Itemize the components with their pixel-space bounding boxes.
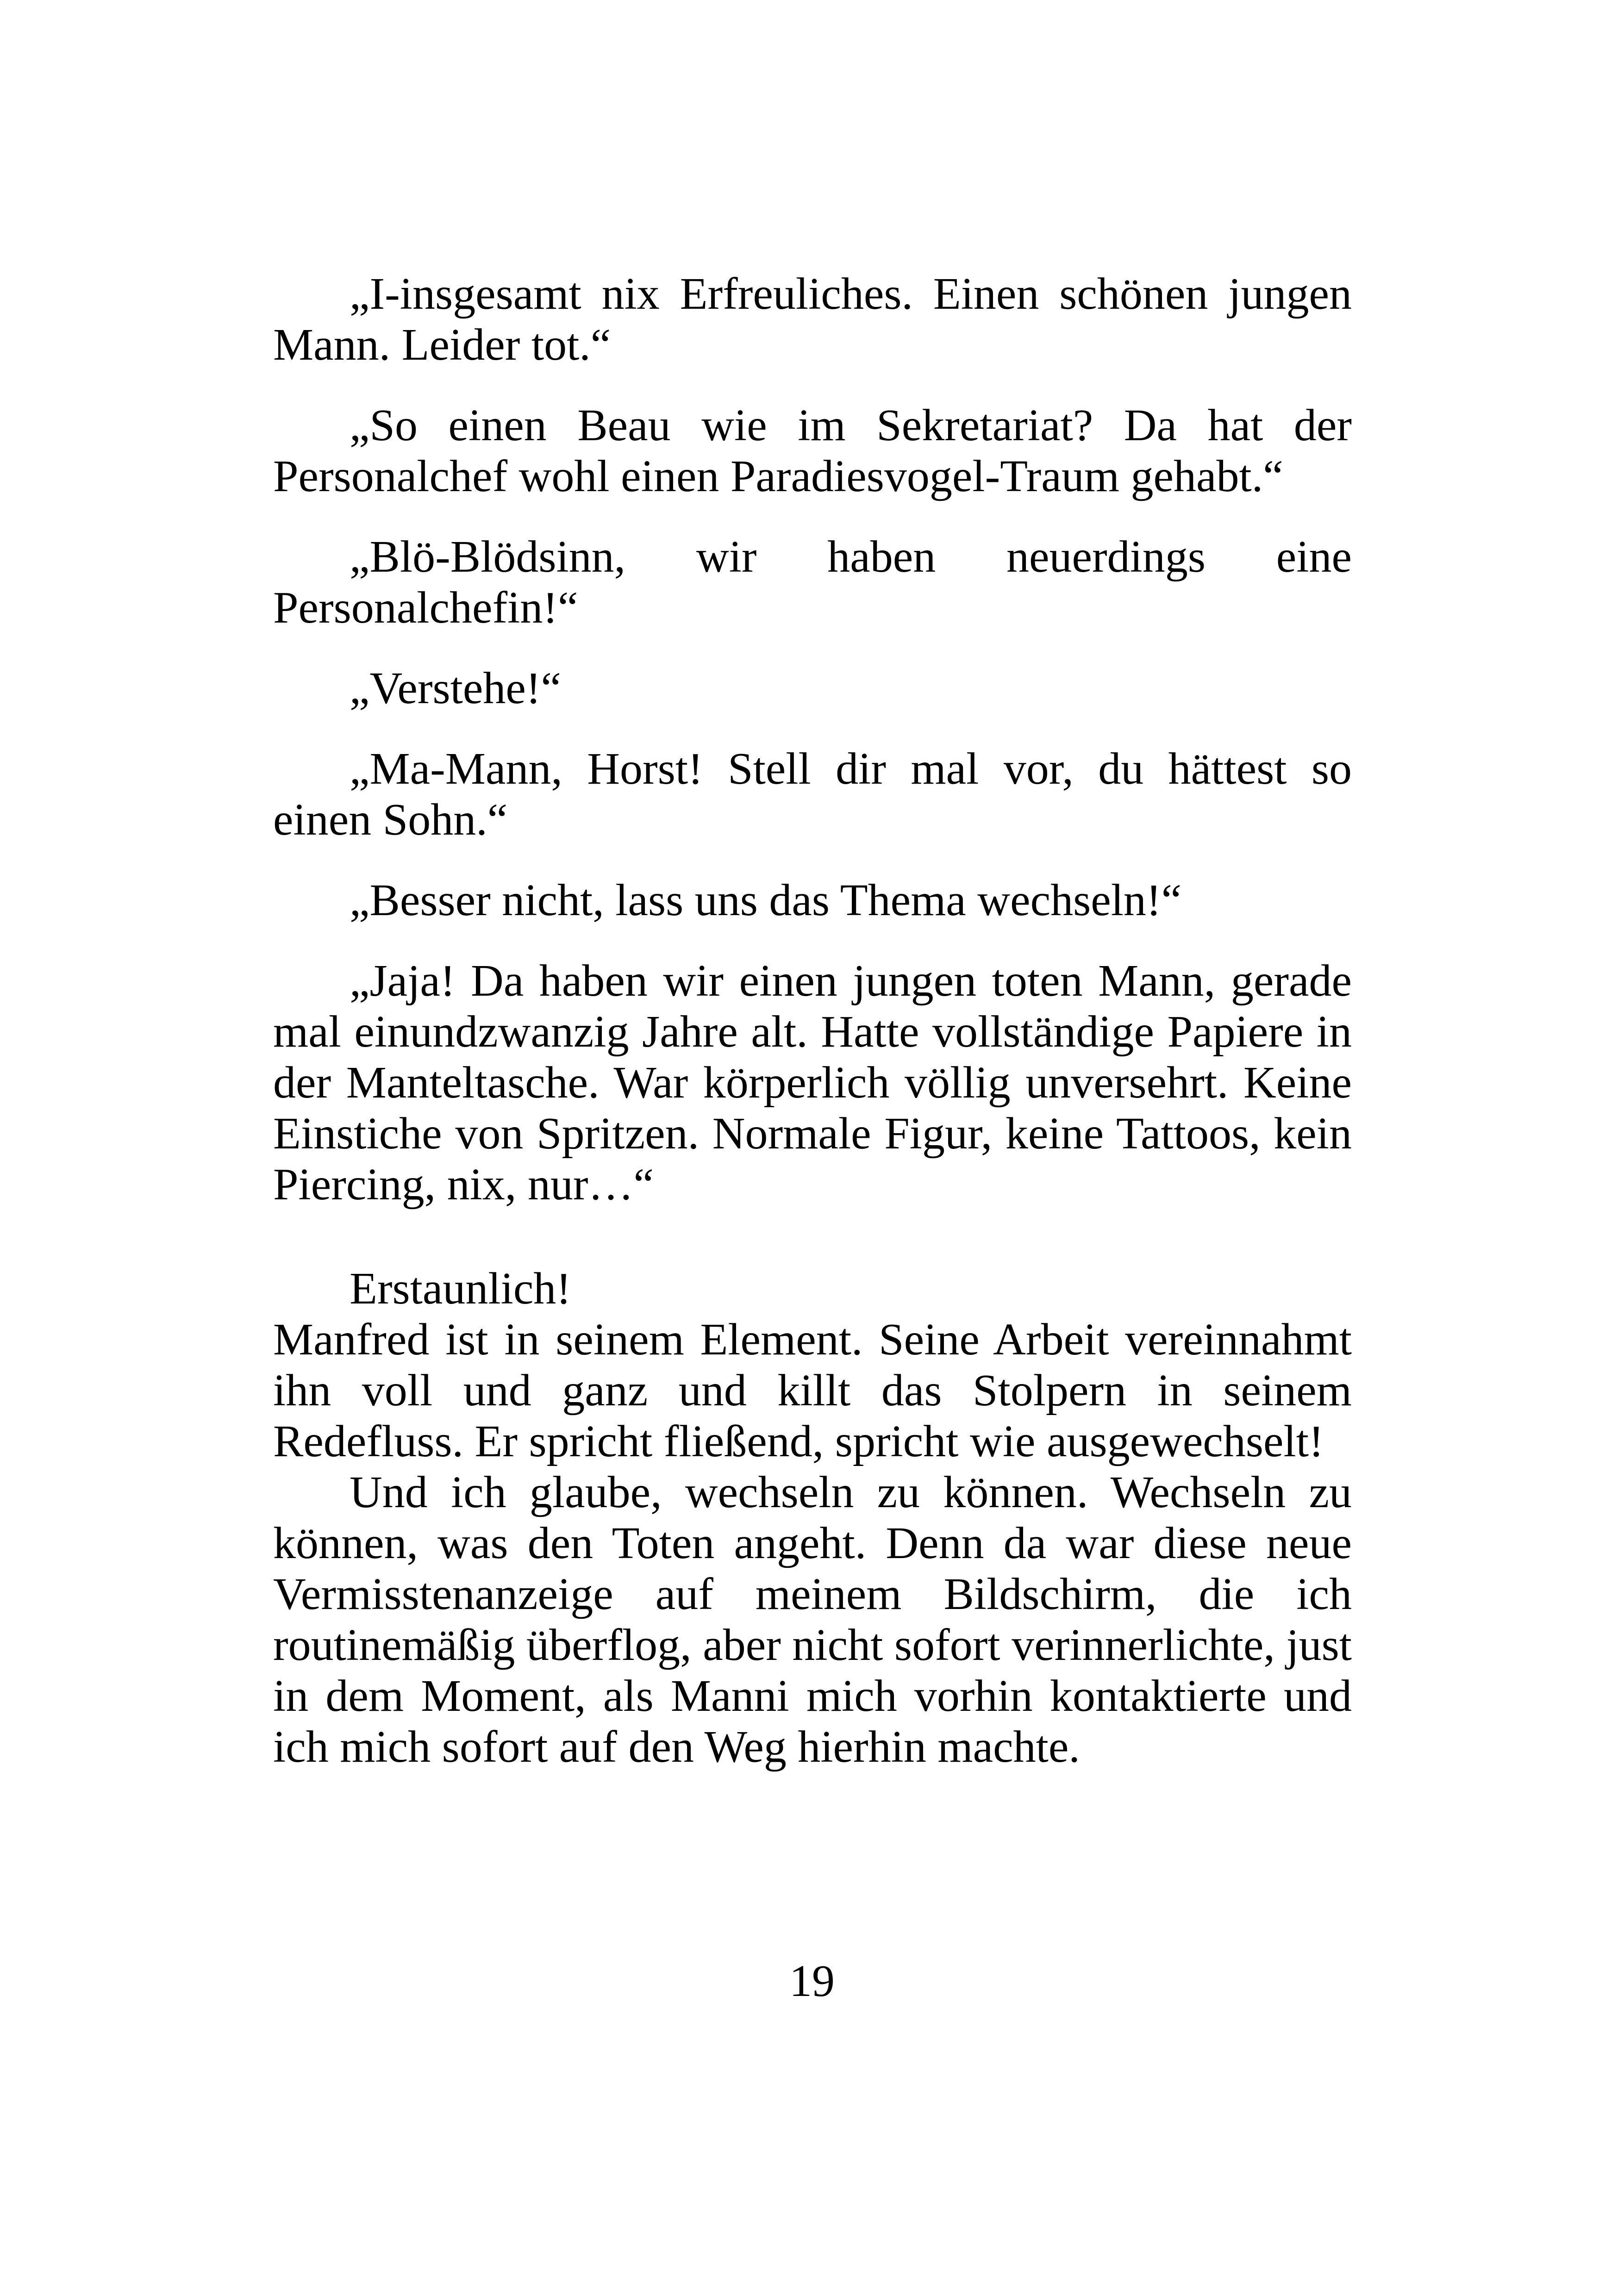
paragraph: Erstaunlich! [350, 1264, 571, 1314]
page-number: 19 [789, 1956, 835, 2006]
paragraph: „Blö-Blödsinn, wir haben neuerdings eine Personalchefin!“ [273, 532, 1352, 633]
paragraph: „I-insgesamt nix Erfreuliches. Einen schönen jungen Mann. Leider tot.“ [273, 269, 1352, 370]
paragraph: Und ich glaube, wechseln zu können. Wechseln zu können, was den Toten angeht. Denn da war diese neue Vermisstenanzeige auf meinem Bildschirm, die ich routinemäßig überflog, aber nicht sofort verinnerlichte, just in dem Moment, als Manni mich vorhin kontaktierte und ich mich sofort auf den Weg hierhin machte. [273, 1467, 1352, 1772]
paragraph: „Besser nicht, lass uns das Thema wechseln!“ [350, 875, 1182, 925]
paragraph: „Ma-Mann, Horst! Stell dir mal vor, du hättest so einen Sohn.“ [273, 744, 1352, 845]
paragraph: „Jaja! Da haben wir einen jungen toten Mann, gerade mal einundzwanzig Jahre alt. Hatte vollständige Papiere in der Manteltasche. War körperlich völlig unversehrt. Keine Einstiche von Spritzen. Normale Figur, keine Tattoos, kein Piercing, nix, nur…“ [273, 956, 1352, 1210]
body-text [273, 268, 1352, 1772]
paragraph: „So einen Beau wie im Sekretariat? Da hat der Personalchef wohl einen Paradiesvogel-Traum gehabt.“ [273, 400, 1352, 501]
paragraph: „Verstehe!“ [350, 663, 562, 713]
paragraph: Manfred ist in seinem Element. Seine Arbeit vereinnahmt ihn voll und ganz und killt das Stolpern in seinem Redefluss. Er spricht fließend, spricht wie ausgewechselt! [273, 1315, 1352, 1466]
